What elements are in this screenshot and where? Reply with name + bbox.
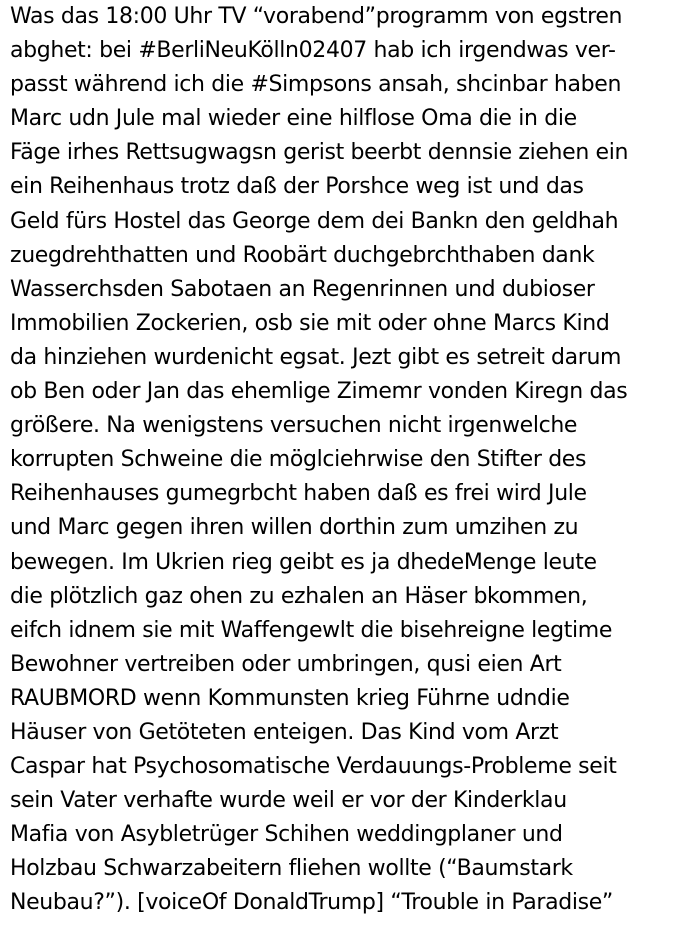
body-text: [10, 0, 680, 921]
text-line-9: Wasserchsden Sabotaen an Regenrinnen und dubioser: [10, 276, 595, 302]
text-line-13: größere. Na wenigstens versuchen nicht irgenwelche: [10, 413, 578, 439]
text-line-4: Marc udn Jule mal wieder eine hilflose Oma die in die: [10, 106, 577, 132]
text-line-25: Mafia von Asybletrüger Schihen weddingplaner und: [10, 822, 563, 848]
text-line-5: Fäge irhes Rettsugwagsn gerist beerbt dennsie ziehen ein: [10, 140, 629, 166]
text-line-20: Bewohner vertreiben oder umbringen, qusi eien Art: [10, 651, 562, 677]
text-line-7: Geld fürs Hostel das George dem dei Bankn den geldhah: [10, 208, 619, 234]
text-line-17: bewegen. Im Ukrien rieg geibt es ja dhedeMenge leute: [10, 549, 597, 575]
text-line-26: Holzbau Schwarzabeitern fliehen wollte (“Baumstark: [10, 856, 573, 882]
text-line-24: sein Vater verhafte wurde weil er vor der Kinderklau: [10, 788, 567, 814]
text-line-8: zuegdrehthatten und Roobärt duchgebrchthaben dank: [10, 242, 595, 268]
text-line-3: passt während ich die #Simpsons ansah, shcinbar haben: [10, 72, 622, 98]
text-line-16: und Marc gegen ihren willen dorthin zum umzihen zu: [10, 515, 579, 541]
text-line-21: RAUBMORD wenn Kommunsten krieg Führne udndie: [10, 685, 570, 711]
text-line-10: Immobilien Zockerien, osb sie mit oder ohne Marcs Kind: [10, 310, 610, 336]
text-line-18: die plötzlich gaz ohen zu ezhalen an Häser bkommen,: [10, 583, 588, 609]
text-line-22: Häuser von Getöteten enteigen. Das Kind vom Arzt: [10, 719, 559, 745]
text-line-19: eifch idnem sie mit Waffengewlt die bisehreigne legtime: [10, 617, 613, 643]
text-line-6: ein Reihenhaus trotz daß der Porshce weg ist und das: [10, 174, 584, 200]
text-line-15: Reihenhauses gumegrbcht haben daß es frei wird Jule: [10, 481, 587, 507]
text-line-14: korrupten Schweine die möglciehrwise den Stifter des: [10, 447, 587, 473]
text-line-2: abghet: bei #BerliNeuKölln02407 hab ich irgendwas ver-: [10, 38, 616, 64]
text-line-12: ob Ben oder Jan das ehemlige Zimemr vonden Kiregn das: [10, 379, 628, 405]
text-line-23: Caspar hat Psychosomatische Verdauungs-Probleme seit: [10, 754, 617, 780]
text-line-27: Neubau?”). [voiceOf DonaldTrump] “Trouble in Paradise”: [10, 890, 613, 916]
text-line-11: da hinziehen wurdenicht egsat. Jezt gibt es setreit darum: [10, 344, 622, 370]
text-line-1: Was das 18:00 Uhr TV “vorabend”programm von egstren: [10, 4, 623, 29]
